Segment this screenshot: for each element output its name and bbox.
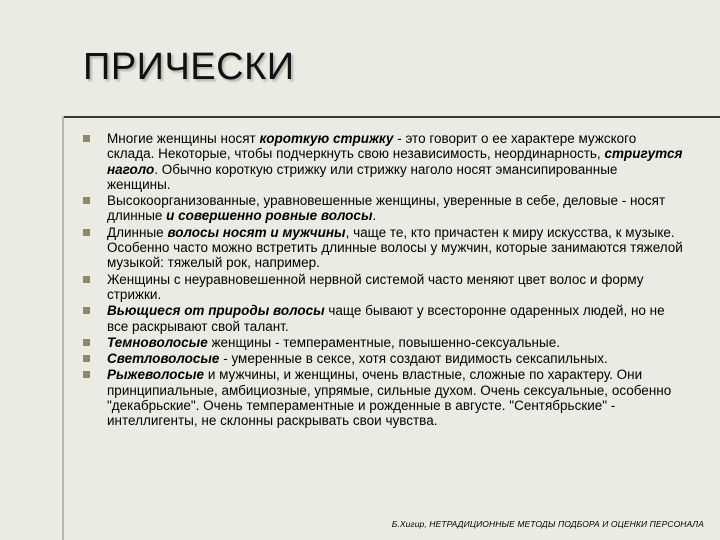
bullet-text: - это говорит о ее характере мужского склада. Некоторые, чтобы подчеркнуть свою независимость, неординарность, <box>107 131 637 162</box>
square-bullet-icon <box>83 371 90 378</box>
list-item <box>83 131 683 192</box>
bullet-text: Длинные <box>107 224 168 240</box>
square-bullet-icon <box>83 276 90 283</box>
square-bullet-icon <box>83 339 90 346</box>
bullet-emphasis: Вьющиеся от природы волосы <box>107 303 325 319</box>
square-bullet-icon <box>83 355 90 362</box>
source-footer: Б.Хигир, НЕТРАДИЦИОННЫЕ МЕТОДЫ ПОДБОРА И ОЦЕНКИ ПЕРСОНАЛА <box>391 519 704 529</box>
bullet-emphasis: Светловолосые <box>107 351 220 367</box>
list-item <box>83 335 683 350</box>
bullet-list <box>83 131 683 430</box>
bullet-text: и мужчины, и женщины, очень властные, сложные по характеру. Они принципиальные, амбициозные, упрямые, сильные духом. Очень сексуальные, особенно "декабрьские". Очень темпераментные и рожденные в августе. "Сентябрьские" - интеллигенты, не склонны раскрывать свои чувства. <box>107 367 672 429</box>
list-item <box>83 193 683 224</box>
title-underline <box>62 116 720 118</box>
slide-title: ПРИЧЕСКИ <box>83 46 295 88</box>
bullet-text: Многие женщины носят <box>107 131 260 146</box>
square-bullet-icon <box>83 135 90 142</box>
list-item <box>83 303 683 334</box>
bullet-emphasis: Темноволосые <box>107 334 208 350</box>
bullet-text: . Обычно короткую стрижку или стрижку наголо носят эмансипированные женщины. <box>107 161 618 192</box>
bullet-emphasis: волосы носят и мужчины <box>167 224 346 240</box>
bullet-text: женщины - темпераментные, повышенно-сексуальные. <box>207 334 560 350</box>
square-bullet-icon <box>83 229 90 236</box>
list-item <box>83 367 683 428</box>
list-item <box>83 272 683 303</box>
bullet-text: Высокоорганизованные, уравновешенные женщины, уверенные в себе, деловые - носят длинные <box>107 193 666 224</box>
bullet-text: . <box>372 208 377 224</box>
bullet-emphasis: короткую стрижку <box>259 131 394 146</box>
square-bullet-icon <box>83 307 90 314</box>
bullet-emphasis: стригутся наголо <box>107 146 683 177</box>
bullet-text: Женщины с неуравновешенной нервной системой часто меняют цвет волос и форму стрижки. <box>107 271 644 302</box>
square-bullet-icon <box>83 197 90 204</box>
bullet-emphasis: Рыжеволосые <box>107 367 205 383</box>
bullet-text: - умеренные в сексе, хотя создают видимость сексапильных. <box>219 351 608 367</box>
list-item <box>83 351 683 366</box>
bullet-text: , чаще те, кто причастен к миру искусства, к музыке. Особенно часто можно встретить длинные волосы у мужчин, которые занимаются тяжелой музыкой: тяжелый рок, например. <box>107 224 683 271</box>
bullet-text: чаще бывают у всесторонне одаренных людей, но не все раскрывают свой талант. <box>107 303 665 334</box>
bullet-emphasis: и совершенно ровные волосы <box>166 208 373 224</box>
left-margin-line <box>62 116 64 540</box>
list-item <box>83 225 683 271</box>
